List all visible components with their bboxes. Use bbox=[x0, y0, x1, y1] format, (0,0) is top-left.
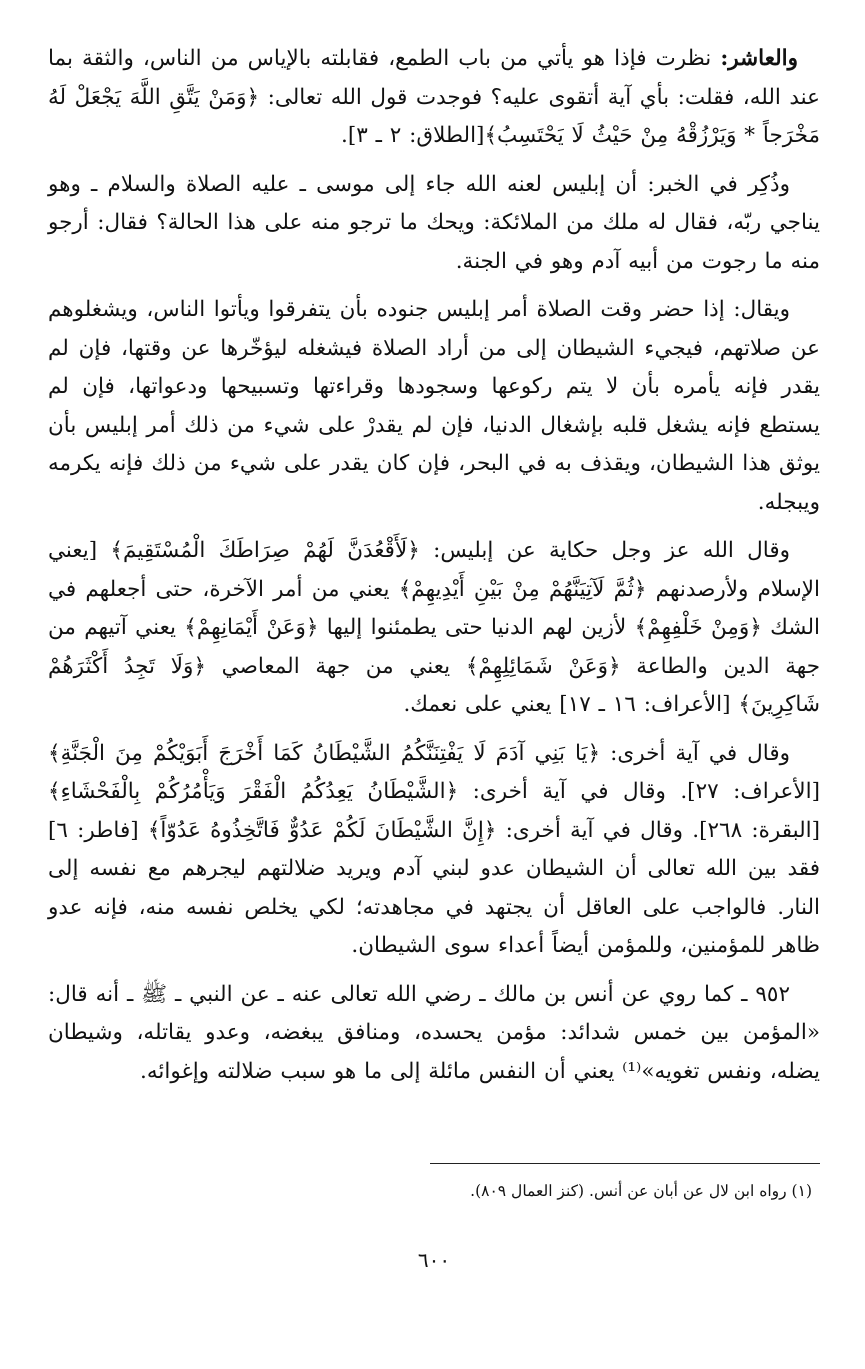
paragraph-iblis-quote bbox=[48, 532, 820, 725]
paragraph-text: وقال الله عز وجل حكاية عن إبليس: ﴿لَأَقْعُدَنَّ لَهُمْ صِرَاطَكَ الْمُسْتَقِيمَ﴾ [يعني الإسلام ولأرصدنهم ﴿ثُمَّ لَآتِيَنَّهُمْ مِنْ بَيْنِ أَيْدِيهِمْ﴾ يعني من أمر الآخرة، حتى أجعلهم في الشك ﴿وَمِنْ خَلْفِهِمْ﴾ لأزين لهم الدنيا حتى يطمئنوا إليها ﴿وَعَنْ أَيْمَانِهِمْ﴾ يعني آتيهم من جهة الدين والطاعة ﴿وَعَنْ شَمَائِلِهِمْ﴾ يعني من جهة المعاصي ﴿وَلَا تَجِدُ أَكْثَرَهُمْ شَاكِرِينَ﴾ [الأعراف: ١٦ ـ ١٧] يعني على نعمك. bbox=[48, 538, 820, 717]
paragraph-lead: والعاشر: bbox=[720, 46, 798, 71]
book-page bbox=[48, 40, 820, 1340]
paragraph-hadith bbox=[48, 976, 820, 1092]
paragraph-text: وقال في آية أخرى: ﴿يَا بَنِي آدَمَ لَا يَفْتِنَنَّكُمُ الشَّيْطَانُ كَمَا أَخْرَجَ أَبَوَيْكُمْ مِنَ الْجَنَّةِ﴾ [الأعراف: ٢٧]. وقال في آية أخرى: ﴿الشَّيْطَانُ يَعِدُكُمُ الْفَقْرَ وَيَأْمُرُكُمْ بِالْفَحْشَاءِ﴾ [البقرة: ٢٦٨]. وقال في آية أخرى: ﴿إِنَّ الشَّيْطَانَ لَكُمْ عَدُوٌّ فَاتَّخِذُوهُ عَدُوّاً﴾ [فاطر: ٦] فقد بين الله تعالى أن الشيطان عدو لبني آدم ويريد ضلالتهم ليجرهم مع نفسه إلى النار. فالواجب على العاقل أن يجتهد في مجاهدته؛ لكي يخلص نفسه منه، فإنه عدو ظاهر للمؤمنين، وللمؤمن أيضاً أعداء سوى الشيطان. bbox=[48, 740, 820, 958]
paragraph-text: وذُكِر في الخبر: أن إبليس لعنه الله جاء إلى موسى ـ عليه الصلاة والسلام ـ وهو يناجي ربّه، فقال له ملك من الملائكة: ويحك ما ترجو منه على هذا الحالة؟ فقال: أرجو منه ما رجوت من أبيه آدم وهو في الجنة. bbox=[48, 171, 820, 274]
paragraph-other-verses bbox=[48, 735, 820, 966]
paragraph-salah bbox=[48, 291, 820, 522]
page-number: ٦٠٠ bbox=[417, 1248, 451, 1272]
paragraph-khabar bbox=[48, 166, 820, 282]
paragraph-tenth bbox=[48, 40, 820, 156]
paragraph-text: ٩٥٢ ـ كما روي عن أنس بن مالك ـ رضي الله تعالى عنه ـ عن النبي ـ ﷺ ـ أنه قال: «المؤمن بين خمس شدائد: مؤمن يحسده، ومنافق يبغضه، وعدو يقاتله، وشيطان يضله، ونفس تغويه»⁽¹⁾ يعني أن النفس مائلة إلى ما هو سبب ضلالته وإغوائه. bbox=[48, 981, 820, 1084]
paragraph-text: نظرت فإذا هو يأتي من باب الطمع، فقابلته بالإياس من الناس، والثقة بما عند الله، فقلت: بأي آية أتقوى عليه؟ فوجدت قول الله تعالى: ﴿وَمَنْ يَتَّقِ اللَّهَ يَجْعَلْ لَهُ مَخْرَجاً * وَيَرْزُقْهُ مِنْ حَيْثُ لَا يَحْتَسِبُ﴾[الطلاق: ٢ ـ ٣]. bbox=[48, 46, 820, 148]
footnote-divider bbox=[430, 1163, 820, 1164]
footnote: (١) رواه ابن لال عن أبان عن أنس. (كنز العمال ٨٠٩). bbox=[470, 1182, 812, 1200]
paragraph-text: ويقال: إذا حضر وقت الصلاة أمر إبليس جنوده بأن يتفرقوا ويأتوا الناس، ويشغلوهم عن صلاتهم، فيجيء الشيطان إلى من أراد الصلاة فيشغله ليؤخّرها عن وقتها، فإن لم يقدر فإنه يأمره بأن لا يتم ركوعها وسجودها وقراءتها وتسبيحها ودعواتها، فإن لم يستطع فإنه يشغل قلبه بإشغال الدنيا، فإن لم يقدرْ على شيء من ذلك أمر إبليس بأن يوثق هذا الشيطان، ويقذف به في البحر، فإن كان يقدر على شيء من ذلك فإنه يكرمه ويبجله. bbox=[48, 297, 820, 515]
